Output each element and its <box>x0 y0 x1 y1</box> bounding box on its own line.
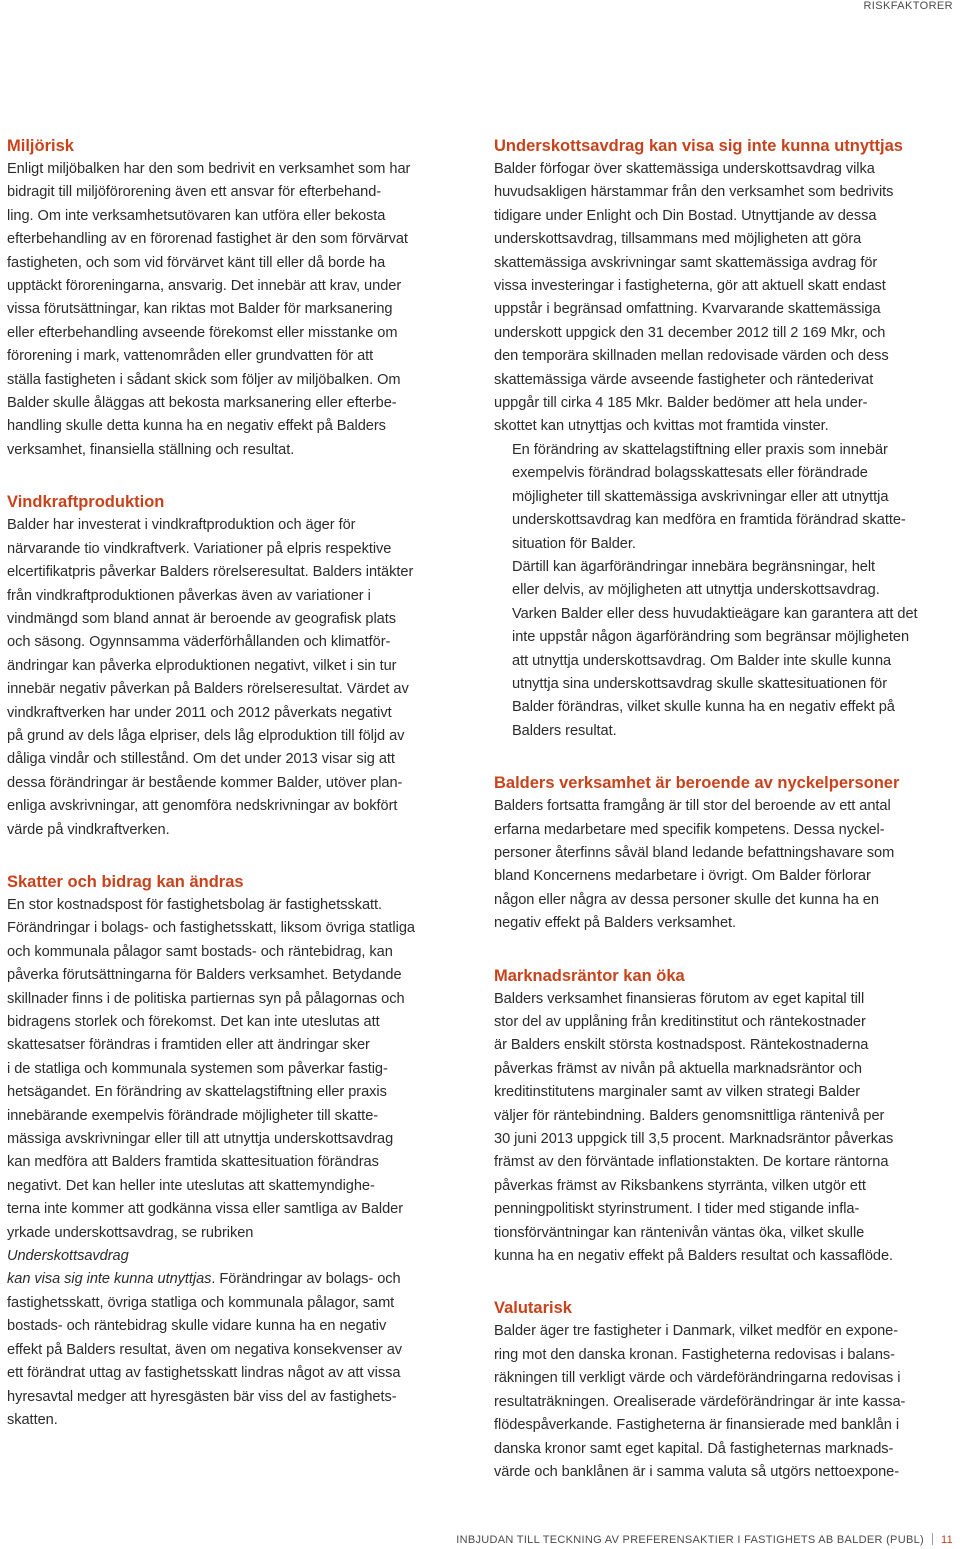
text-line: räkningen till verkligt värde och värdeförändringarna redovisas i <box>494 1370 901 1387</box>
page-footer <box>456 1533 953 1546</box>
text-line: Balder skulle åläggas att bekosta marksanering eller efterbe- <box>7 395 397 412</box>
text-line: ställa fastigheten i sådant skick som följer av miljöbalken. Om <box>7 371 401 388</box>
italic-cross-reference: Underskottsavdrag <box>7 1248 129 1265</box>
text-line: negativt. Det kan heller inte uteslutas att skattemyndighe- <box>7 1177 375 1194</box>
paragraph-skatter <box>7 894 469 1432</box>
text-line: situation för Balder. <box>512 535 636 552</box>
left-column <box>7 134 469 1432</box>
section-header-label: RISKFAKTORER <box>863 0 953 12</box>
text-line: underskottsavdrag, tillsammans med möjligheten att göra <box>494 231 862 248</box>
text-line: skatten. <box>7 1411 58 1428</box>
text-line: kunna ha en negativ effekt på Balders resultat och kassaflöde. <box>494 1248 894 1265</box>
text-line <box>7 1245 469 1268</box>
text-line: värde på vindkraftverken. <box>7 821 170 838</box>
text-line: Balder har investerat i vindkraftproduktion och äger för <box>7 517 356 534</box>
text-line: enliga avskrivningar, att genomföra nedskrivningar av bokfört <box>7 798 398 815</box>
paragraph-marknadsrantor <box>494 988 954 1269</box>
paragraph-vindkraft <box>7 514 469 842</box>
text-line: yrkade underskottsavdrag, se rubriken <box>7 1224 254 1241</box>
text-line: En stor kostnadspost för fastighetsbolag är fastighetsskatt. <box>7 896 383 913</box>
paragraph-underskottsavdrag-1 <box>494 158 954 439</box>
text-line: och kommunala pålagor samt bostads- och räntebidrag, kan <box>7 943 393 960</box>
text-line: den temporära skillnaden mellan redovisade värden och dess <box>494 348 889 365</box>
section-underskottsavdrag <box>494 134 954 743</box>
section-marknadsrantor <box>494 964 954 1269</box>
paragraph-valutarisk <box>494 1320 954 1484</box>
text-line: verksamhet, finansiella ställning och resultat. <box>7 441 295 458</box>
text-line: upptäckt föroreningarna, ansvarig. Det innebär att krav, under <box>7 278 402 295</box>
text-line: skillnader finns i de politiska partiernas syn på pålagornas och <box>7 990 405 1007</box>
text-line: handling skulle detta kunna ha en negativ effekt på Balders <box>7 418 386 435</box>
text-line: Balders resultat. <box>512 722 617 739</box>
text-line: ling. Om inte verksamhetsutövaren kan utföra eller bekosta <box>7 207 386 224</box>
text-line: främst av den förväntade inflationstakten. De kortare räntorna <box>494 1154 889 1171</box>
section-skatter <box>7 870 469 1432</box>
section-vindkraft <box>7 490 469 842</box>
text-line: uppgår till cirka 4 185 Mkr. Balder bedömer att hela under- <box>494 395 868 412</box>
text-line: Därtill kan ägarförändringar innebära begränsningar, helt <box>512 558 876 575</box>
text-line: bland Koncernens medarbetare i övrigt. Om Balder förlorar <box>494 868 871 885</box>
right-column <box>494 134 954 1484</box>
text-line: underskott uppgick den 31 december 2012 till 2 169 Mkr, och <box>494 324 886 341</box>
text-line: påverka förutsättningarna för Balders verksamhet. Betydande <box>7 967 402 984</box>
text-line: tidigare under Enlight och Din Bostad. Utnyttjande av dessa <box>494 207 877 224</box>
text-line: hetsägandet. En förändring av skattelagstiftning eller praxis <box>7 1084 387 1101</box>
section-heading-skatter: Skatter och bidrag kan ändras <box>7 872 244 891</box>
text-line: inte uppstår någon ägarförändring som begränsar möjligheten <box>512 629 910 646</box>
text-line: bostads- och räntebidrag skulle vidare kunna ha en negativ <box>7 1318 387 1335</box>
text-line: stor del av upplåning från kreditinstitut och räntekostnader <box>494 1014 866 1030</box>
text-line: bidragit till miljöförorening även ett ansvar för efterbehand- <box>7 184 382 201</box>
text-line: Förändringar i bolags- och fastighetsskatt, liksom övriga statliga <box>7 920 415 937</box>
text-line: utnyttja sina underskottsavdrag skulle skattesituationen för <box>512 675 888 692</box>
text-line: påverkas främst av nivån på aktuella marknadsräntor och <box>494 1060 862 1077</box>
text-line: vindmängd som bland annat är beroende av geografisk plats <box>7 610 397 627</box>
text-line: hyresavtal medger att hyresgästen bär viss del av fastighets- <box>7 1388 397 1405</box>
text-line: eller efterbehandling avseende förekomst eller misstanke om <box>7 324 398 341</box>
text-line: förorening i mark, vattenområden eller grundvatten för att <box>7 348 374 365</box>
text-line: uppstår i begränsad omfattning. Kvarvarande skattemässiga <box>494 301 881 318</box>
footer-title: INBJUDAN TILL TECKNING AV PREFERENSAKTIER I FASTIGHETS AB BALDER (PUBL) <box>456 1534 924 1546</box>
text-line: Balder förändras, vilket skulle kunna ha en negativ effekt på <box>512 699 895 716</box>
text-line: underskottsavdrag kan medföra en framtida förändrad skatte- <box>512 512 906 529</box>
text-line: erfarna medarbetare med specifik kompetens. Dessa nyckel- <box>494 821 885 838</box>
section-nyckelpersoner <box>494 771 954 935</box>
text-line: Balder förfogar över skattemässiga underskottsavdrag vilka <box>494 161 875 177</box>
text-line: väljer för räntebindning. Balders genomsnittliga räntenivå per <box>494 1107 885 1124</box>
text-line: i de statliga och kommunala systemen som påverkar fastig- <box>7 1060 388 1077</box>
text-line: är Balders enskilt största kostnadspost. Räntekostnaderna <box>494 1037 869 1054</box>
paragraph-nyckelpersoner <box>494 795 954 935</box>
text-line: ring mot den danska kronan. Fastigheterna redovisas i balans- <box>494 1346 895 1363</box>
section-heading-vindkraft: Vindkraftproduktion <box>7 493 165 512</box>
text-line: eller delvis, av möjligheten att utnyttja underskottsavdrag. <box>512 582 880 599</box>
text-line: innebär negativ påverkan på Balders rörelseresultat. Värdet av <box>7 681 409 698</box>
section-heading-underskottsavdrag: Underskottsavdrag kan visa sig inte kunna utnyttjas <box>494 137 903 155</box>
text-line: kreditinstitutens marginaler samt av vilken strategi Balder <box>494 1084 861 1101</box>
section-heading-valutarisk: Valutarisk <box>494 1299 572 1318</box>
text-line: elcertifikatpris påverkar Balders rörelseresultat. Balders intäkter <box>7 564 414 581</box>
text-line: negativ effekt på Balders verksamhet. <box>494 915 737 932</box>
text-line: värde och banklånen är i samma valuta så utgörs nettoexpone- <box>494 1463 900 1480</box>
text-line: En förändring av skattelagstiftning eller praxis som innebär <box>512 441 888 458</box>
text-line: ett förändrat uttag av fastighetsskatt lindras något av att vissa <box>7 1365 401 1382</box>
text-line: att utnyttja underskottsavdrag. Om Balder inte skulle kunna <box>512 652 892 669</box>
text-line: skattesatser förändras i framtiden eller att ändringar sker <box>7 1037 370 1054</box>
text-line: kan medföra att Balders framtida skattesituation förändras <box>7 1154 379 1171</box>
text-line: vissa förutsättningar, kan riktas mot Balder för marksanering <box>7 301 393 318</box>
text-line: närvarande tio vindkraftverk. Variationer på elpris respektive <box>7 540 392 557</box>
text-line: 30 juni 2013 uppgick till 3,5 procent. Marknadsräntor påverkas <box>494 1131 894 1148</box>
text-line: skattemässiga avskrivningar samt skattemässiga avdrag för <box>494 254 878 271</box>
paragraph-miljorisk <box>7 158 469 462</box>
text-line: huvudsakligen härstammar från den verksamhet som bedrivits <box>494 184 894 201</box>
footer-divider <box>932 1533 933 1545</box>
text-line: Varken Balder eller dess huvudaktieägare kan garantera att det <box>512 605 918 622</box>
text-line: fastighetsskatt, övriga statliga och kommunala pålagor, samt <box>7 1294 395 1311</box>
text-line: påverkas främst av Riksbankens styrränta, vilken utgör ett <box>494 1177 866 1194</box>
text-line: personer återfinns såväl bland ledande befattningshavare som <box>494 844 895 861</box>
text-line: flödespåverkande. Fastigheterna är finansierade med banklån i <box>494 1417 900 1434</box>
text-line: exempelvis förändrad bolagsskattesats eller förändrade <box>512 465 868 482</box>
text-line: fastigheten, och som vid förvärvet känt till eller då borde ha <box>7 254 386 271</box>
text-line: efterbehandling av en förorenad fastighet är den som förvärvat <box>7 231 408 248</box>
text-line: från vindkraftproduktionen påverkas även av variationer i <box>7 587 371 604</box>
text-line: och säsong. Ogynnsamma väderförhållanden och klimatför- <box>7 634 391 651</box>
text-fragment: . Förändringar av bolags- och <box>211 1271 401 1288</box>
section-heading-miljorisk: Miljörisk <box>7 137 74 155</box>
text-line: resultaträkningen. Orealiserade värdeförändringar är inte kassa- <box>494 1393 906 1410</box>
text-line: penningpolitiskt styrinstrument. I tider med stigande infla- <box>494 1201 860 1218</box>
text-line: skottet kan utnyttjas och kvittas mot framtida vinster. <box>494 418 829 435</box>
text-line: terna inte kommer att godkänna vissa eller samtliga av Balder <box>7 1201 404 1218</box>
text-line: innebärande exempelvis förändrade möjligheter till skatte- <box>7 1107 379 1124</box>
text-line: dåliga vindår och stillestånd. Om det under 2013 visar sig att <box>7 751 395 768</box>
text-line: mässiga avskrivningar eller till att utnyttja underskottsavdrag <box>7 1131 394 1148</box>
text-line: Balders verksamhet finansieras förutom av eget kapital till <box>494 990 865 1007</box>
text-line: vindkraftverken har under 2011 och 2012 påverkats negativt <box>7 704 392 721</box>
section-miljorisk <box>7 134 469 462</box>
italic-cross-reference-cont: kan visa sig inte kunna utnyttjas <box>7 1271 212 1288</box>
text-line: effekt på Balders resultat, även om negativa konsekvenser av <box>7 1341 403 1358</box>
text-line: vissa investeringar i fastigheterna, gör att aktuell skatt endast <box>494 278 886 295</box>
text-line <box>7 1268 469 1291</box>
section-heading-marknadsrantor: Marknadsräntor kan öka <box>494 966 685 985</box>
section-heading-nyckelpersoner: Balders verksamhet är beroende av nyckelpersoner <box>494 774 900 793</box>
text-line: någon eller några av dessa personer skulle det kunna ha en <box>494 891 879 908</box>
text-line: bidragens storlek och förekomst. Det kan inte uteslutas att <box>7 1014 380 1030</box>
text-line: tionsförväntningar kan räntenivån väntas öka, vilket skulle <box>494 1224 865 1241</box>
text-line: på grund av dels låga elpriser, dels låg elproduktion till följd av <box>7 727 405 744</box>
text-line: Balder äger tre fastigheter i Danmark, vilket medför en expone- <box>494 1323 899 1340</box>
page-number: 11 <box>940 1534 953 1546</box>
section-valutarisk <box>494 1296 954 1484</box>
text-line: Balders fortsatta framgång är till stor del beroende av ett antal <box>494 798 891 815</box>
text-line: ändringar kan påverka elproduktionen negativt, vilket i sin tur <box>7 657 397 674</box>
paragraph-underskottsavdrag-2 <box>494 439 954 556</box>
paragraph-underskottsavdrag-3 <box>494 556 954 743</box>
text-line: skattemässiga värde avseende fastigheter och räntederivat <box>494 371 874 388</box>
text-line: Enligt miljöbalken har den som bedrivit en verksamhet som har <box>7 161 411 177</box>
text-line: dessa förändringar är bestående kommer Balder, utöver plan- <box>7 774 403 791</box>
text-line: danska kronor samt eget kapital. Då fastigheternas marknads- <box>494 1440 894 1457</box>
text-line: möjligheter till skattemässiga avskrivningar eller att utnyttja <box>512 488 889 505</box>
